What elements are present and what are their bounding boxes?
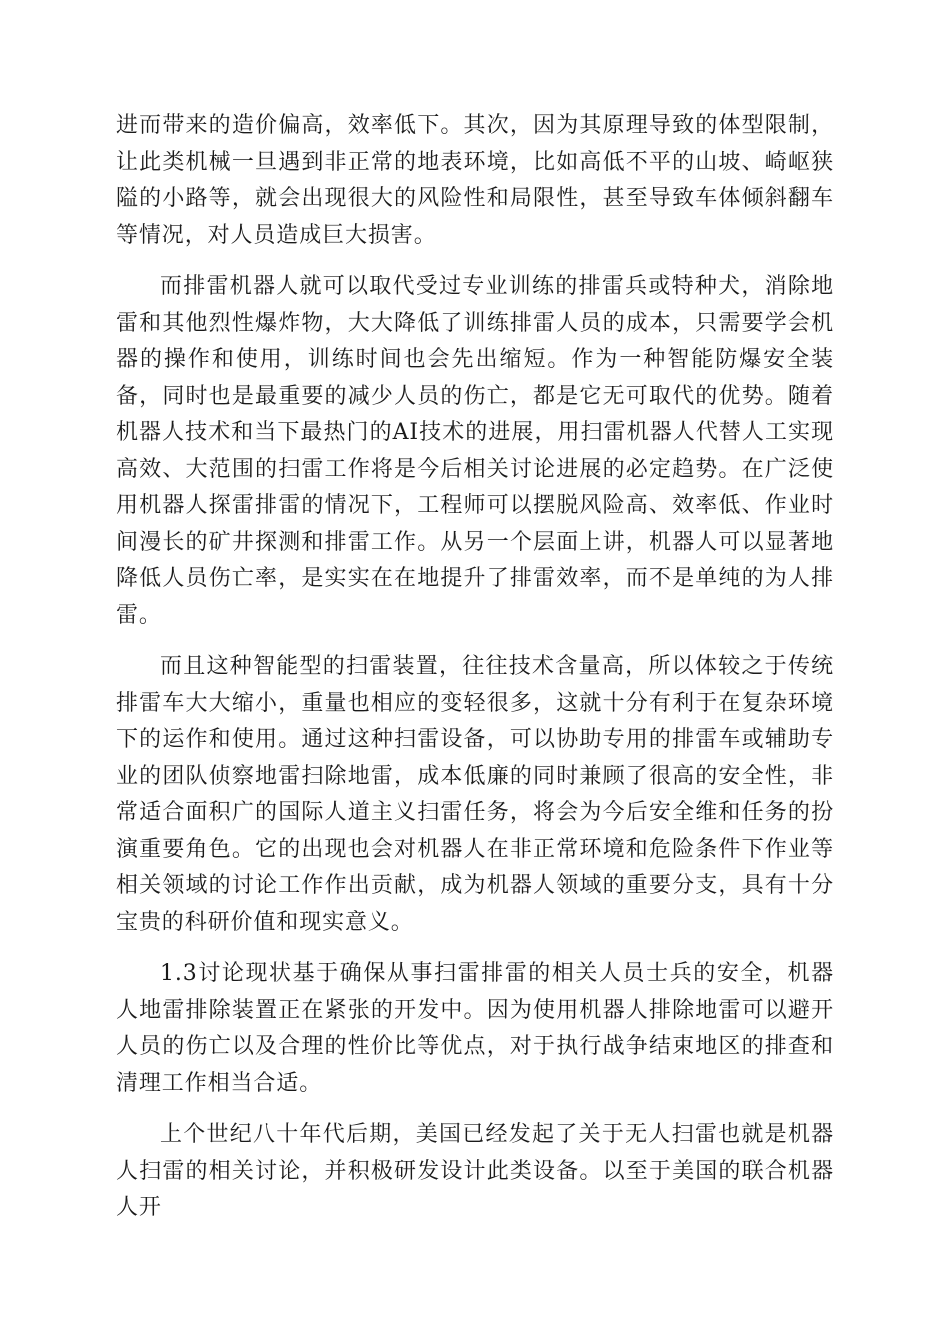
paragraph-us-history: 上个世纪八十年代后期，美国已经发起了关于无人扫雷也就是机器人扫雷的相关讨论，并积极研发设计此类设备。以至于美国的联合机器人开	[116, 1122, 834, 1220]
paragraph-robot-advantages: 而排雷机器人就可以取代受过专业训练的排雷兵或特种犬，消除地雷和其他烈性爆炸物，大大降低了训练排雷人员的成本，只需要学会机器的操作和使用，训练时间也会先出缩短。作为一种智能防爆安全装备，同时也是最重要的减少人员的伤亡，都是它无可取代的优势。随着机器人技术和当下最热门的AI技术的进展，用扫雷机器人代替人工实现高效、大范围的扫雷工作将是今后相关讨论进展的必定趋势。在广泛使用机器人探雷排雷的情况下，工程师可以摆脱风险高、效率低、作业时间漫长的矿井探测和排雷工作。从另一个层面上讲，机器人可以显著地降低人员伤亡率，是实实在在地提升了排雷效率，而不是单纯的为人排雷。	[116, 274, 834, 628]
paragraph-continuation: 进而带来的造价偏高，效率低下。其次，因为其原理导致的体型限制，让此类机械一旦遇到非正常的地表环境，比如高低不平的山坡、崎岖狭隘的小路等，就会出现很大的风险性和局限性，甚至导致车体倾斜翻车等情况，对人员造成巨大损害。	[116, 113, 834, 248]
body-text	[116, 108, 834, 1242]
paragraph-smart-device: 而且这种智能型的扫雷装置，往往技术含量高，所以体较之于传统排雷车大大缩小，重量也相应的变轻很多，这就十分有利于在复杂环境下的运作和使用。通过这种扫雷设备，可以协助专用的排雷车或辅助专业的团队侦察地雷扫除地雷，成本低廉的同时兼顾了很高的安全性，非常适合面积广的国际人道主义扫雷任务，将会为今后安全维和任务的扮演重要角色。它的出现也会对机器人在非正常环境和危险条件下作业等相关领域的讨论工作作出贡献，成为机器人领域的重要分支，具有十分宝贵的科研价值和现实意义。	[116, 654, 834, 935]
paragraph-research-status: 1.3讨论现状基于确保从事扫雷排雷的相关人员士兵的安全，机器人地雷排除装置正在紧张的开发中。因为使用机器人排除地雷可以避开人员的伤亡以及合理的性价比等优点，对于执行战争结束地区的排查和清理工作相当合适。	[116, 961, 834, 1096]
